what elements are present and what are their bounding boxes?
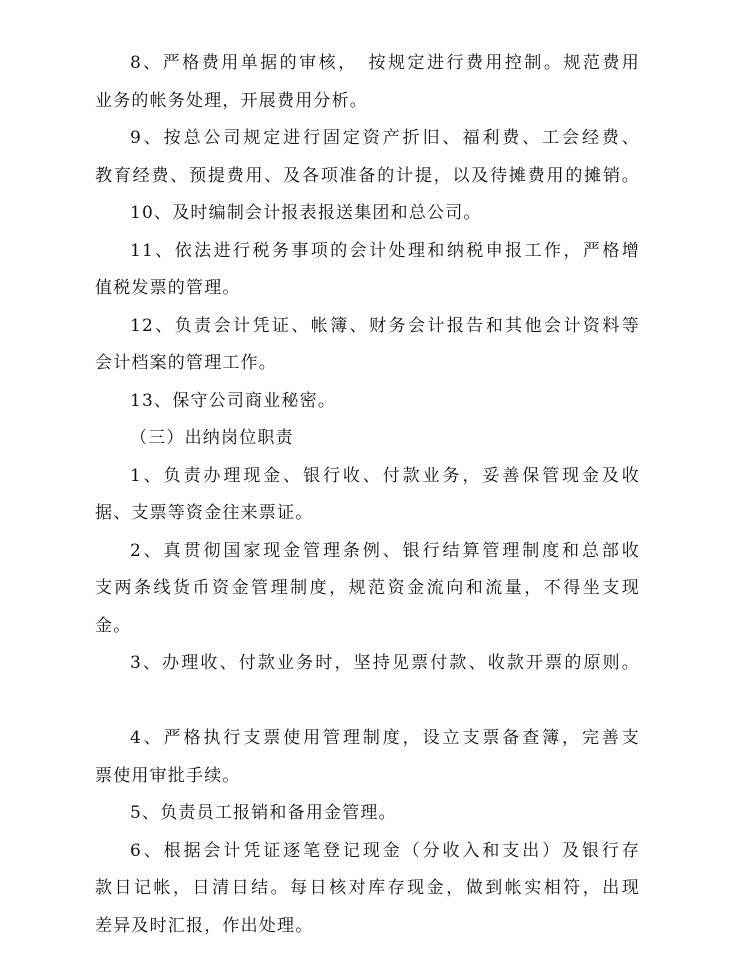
text-line: 4、严格执行支票使用管理制度，设立支票备查簿，完善支 [130, 728, 640, 748]
text-line: 教育经费、预提费用、及各项准备的计提，以及待摊费用的摊销。 [95, 165, 640, 186]
text-line: 支两条线货币资金管理制度，规范资金流向和流量，不得坐支现 [95, 578, 640, 598]
text-line: 业务的帐务处理，开展费用分析。 [95, 90, 368, 111]
document-page [95, 45, 640, 945]
text-line: 13、保守公司商业秘密。 [130, 390, 337, 411]
text-line: 5、负责员工报销和备用金管理。 [130, 803, 397, 823]
text-line: 金。 [95, 615, 132, 636]
text-line: 票使用审批手续。 [95, 765, 241, 786]
text-line: 款日记帐，日清日结。每日核对库存现金，做到帐实相符，出现 [95, 878, 640, 898]
text-line: 12、负责会计凭证、帐簿、财务会计报告和其他会计资料等 [130, 315, 640, 336]
text-line: 3、办理收、付款业务时，坚持见票付款、收款开票的原则。 [130, 653, 640, 673]
text-line: 差异及时汇报，作出处理。 [95, 915, 314, 936]
text-line: 10、及时编制会计报表报送集团和总公司。 [130, 203, 482, 223]
text-line: 2、真贯彻国家现金管理条例、银行结算管理制度和总部收 [130, 540, 640, 561]
section-heading: （三）出纳岗位职责 [130, 428, 294, 448]
blank-line [95, 683, 640, 721]
text-line: 据、支票等资金往来票证。 [95, 503, 314, 523]
text-line: 会计档案的管理工作。 [95, 353, 277, 373]
text-line: 11、依法进行税务事项的会计处理和纳税申报工作，严格增 [130, 240, 640, 261]
text-line: 值税发票的管理。 [95, 278, 241, 298]
text-line: 9、按总公司规定进行固定资产折旧、福利费、工会经费、 [130, 128, 640, 148]
text-line: 8、严格费用单据的审核， 按规定进行费用控制。规范费用 [130, 53, 640, 73]
text-line: 6、根据会计凭证逐笔登记现金（分收入和支出）及银行存 [130, 840, 640, 861]
text-line: 1、负责办理现金、银行收、付款业务，妥善保管现金及收 [130, 465, 640, 486]
